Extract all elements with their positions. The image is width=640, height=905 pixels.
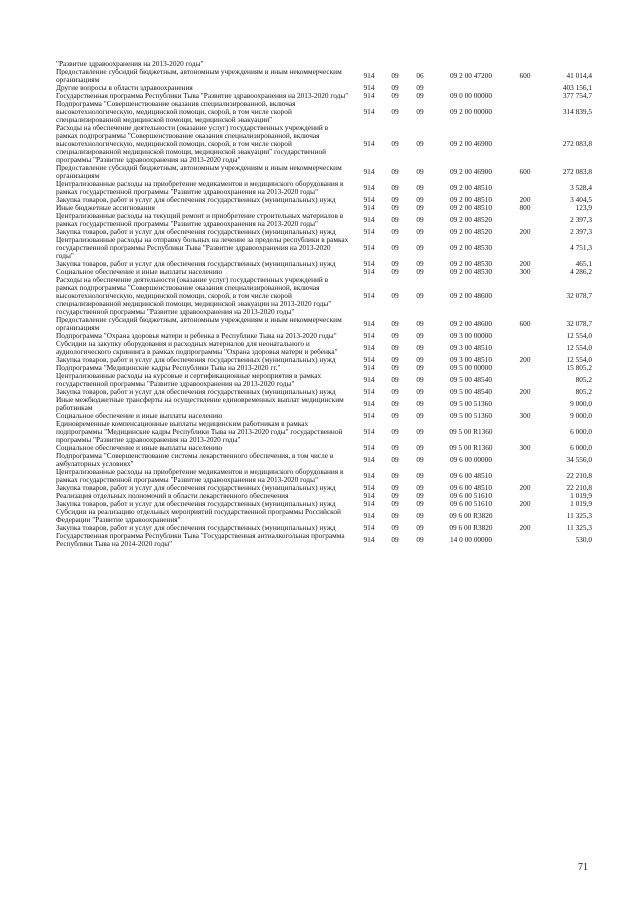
row-expense-kind: 600 [519,71,531,80]
row-department-code: 914 [363,92,375,100]
row-target-article: 09 2 00 48510 [450,183,492,192]
row-department-code: 914 [363,375,375,384]
row-section: 09 [391,71,399,80]
row-name: Централизованные расходы на курсовые и сертификационные мероприятия в рамках государственной программы "Развитие здравоохранения на 2013-2020 годы" [56,372,322,388]
row-target-article: 09 5 00 48540 [450,388,492,396]
row-expense-kind [510,84,540,92]
row-target-article: 09 2 00 48530 [450,260,492,268]
table-row [56,316,592,332]
row-target-article: 09 5 00 51360 [450,399,492,408]
row-department-code: 914 [363,167,375,176]
row-amount: 32 078,7 [566,319,592,328]
row-target-article: 09 6 00 00000 [450,455,492,464]
table-row [56,260,592,268]
row-amount: 12 554,0 [566,332,592,340]
row-subsection: 09 [416,260,424,268]
row-expense-kind [510,340,540,356]
row-department-code [356,60,382,68]
table-row [56,228,592,236]
row-amount: 9 000,0 [570,399,592,408]
row-amount: 805,2 [575,388,592,396]
table-row [56,444,592,452]
row-target-article: 09 5 00 51360 [450,412,492,420]
row-amount: 1 019,9 [570,500,592,508]
row-section: 09 [391,364,399,372]
row-amount: 12 554,0 [566,343,592,352]
row-name: Централизованные расходы на приобретение медикаментов и медицинского оборудования в рамках государственной программы "Развитие здравоохранения на 2013-2020 годы" [56,180,344,196]
row-section: 09 [391,260,399,268]
row-section: 09 [391,291,399,300]
table-row [56,276,592,316]
row-expense-kind [510,100,540,124]
row-subsection: 09 [416,444,424,452]
row-target-article: 09 5 00 48540 [450,375,492,384]
table-row [56,420,592,444]
row-department-code: 914 [363,511,375,520]
row-department-code: 914 [363,535,375,544]
row-expense-kind: 200 [519,388,531,396]
row-name: Подпрограмма "Совершенствование оказания специализированной, включая высокотехнологическую, медицинской помощи, скорой, в том числе скорой специализированной медицинской помощи, медицинской эвакуации" [56,100,296,124]
row-subsection: 09 [416,356,424,364]
row-amount: 3 404,5 [570,196,592,204]
row-section: 09 [391,243,399,252]
row-department-code: 914 [363,243,375,252]
row-name: Субсидии на закупку оборудования и расходных материалов для неонатального и аудиологического скрининга в рамках подпрограммы "Охрана здоровья матери и ребенка" [56,340,338,356]
row-expense-kind [510,60,540,68]
row-subsection: 09 [416,215,424,224]
row-name: Субсидии на реализацию отдельных мероприятий государственной программы Российской Федерации "Развитие здравоохранения" [56,508,341,524]
row-amount: 6 000,0 [570,444,592,452]
row-department-code: 914 [363,412,375,420]
row-expense-kind [510,492,540,500]
row-department-code: 914 [363,228,375,236]
row-section: 09 [391,500,399,508]
table-row [56,60,592,68]
row-target-article: 09 2 00 00000 [450,107,492,116]
row-amount: 272 083,8 [562,167,592,176]
row-subsection: 09 [416,92,424,100]
row-department-code: 914 [363,196,375,204]
row-subsection: 09 [416,319,424,328]
row-department-code: 914 [363,455,375,464]
row-subsection: 09 [416,139,424,148]
row-amount: 11 325,3 [566,511,592,520]
row-section: 09 [391,332,399,340]
row-expense-kind: 600 [519,167,531,176]
row-expense-kind [510,92,540,100]
row-target-article: 09 2 00 48510 [450,204,492,212]
row-subsection: 09 [416,412,424,420]
row-section: 09 [391,107,399,116]
row-amount: 123,9 [575,204,592,212]
row-name: Закупка товаров, работ и услуг для обеспечения государственных (муниципальных) нужд [56,260,336,268]
row-section: 09 [391,167,399,176]
row-name: Иные межбюджетные трансферты на осуществление единовременных выплат медицинским работникам [56,396,344,412]
row-expense-kind: 200 [519,196,531,204]
row-amount: 15 805,2 [566,364,592,372]
row-target-article: 09 6 00 R3820 [449,524,493,532]
row-department-code: 914 [363,356,375,364]
row-subsection: 09 [416,455,424,464]
row-name: Подпрограмма "Медицинские кадры Республики Тыва на 2013-2020 гг." [56,364,281,372]
row-section: 09 [391,183,399,192]
row-subsection: 09 [416,511,424,520]
row-expense-kind [510,372,540,388]
row-name: Предоставление субсидий бюджетным, автономным учреждениям и иным некоммерческим организациям [56,316,342,332]
row-section: 09 [391,427,399,436]
row-amount: 314 839,5 [562,107,592,116]
row-subsection: 09 [416,524,424,532]
row-amount: 12 554,0 [566,356,592,364]
row-target-article: 09 6 00 51610 [450,500,492,508]
row-subsection: 09 [416,196,424,204]
table-row [56,412,592,420]
row-target-article: 09 2 00 47200 [450,71,492,80]
budget-table-body [56,60,592,548]
row-expense-kind [510,420,540,444]
row-department-code: 914 [363,332,375,340]
table-row [56,524,592,532]
row-name: Иные бюджетные ассигнования [56,204,155,212]
row-department-code: 914 [363,107,375,116]
row-expense-kind [510,364,540,372]
row-section: 09 [391,455,399,464]
row-department-code: 914 [363,444,375,452]
row-name: Закупка товаров, работ и услуг для обеспечения государственных (муниципальных) нужд [56,524,336,532]
table-row [56,340,592,356]
row-department-code: 914 [363,484,375,492]
row-expense-kind [510,124,540,164]
row-expense-kind: 300 [519,412,531,420]
page-number: 71 [578,862,588,873]
table-row [56,484,592,492]
row-name: Социальное обеспечение и иные выплаты населению [56,412,223,420]
row-expense-kind: 300 [519,268,531,276]
row-amount: 465,1 [575,260,592,268]
row-target-article: 09 2 00 46900 [450,167,492,176]
row-section: 09 [391,444,399,452]
row-subsection [408,60,432,68]
table-row [56,396,592,412]
row-target-article: 09 3 00 48510 [450,356,492,364]
row-subsection: 09 [416,183,424,192]
row-name: Социальное обеспечение и иные выплаты населению [56,444,223,452]
row-name: Закупка товаров, работ и услуг для обеспечения государственных (муниципальных) нужд [56,500,336,508]
row-department-code: 914 [363,215,375,224]
row-name: Другие вопросы в области здравоохранения [56,84,193,92]
row-department-code: 914 [363,364,375,372]
row-section: 09 [391,92,399,100]
row-department-code: 914 [363,388,375,396]
row-subsection: 09 [416,167,424,176]
row-section: 09 [391,492,399,500]
row-section: 09 [391,535,399,544]
row-section [382,60,408,68]
row-target-article: 09 0 00 00000 [450,92,492,100]
row-expense-kind: 600 [519,319,531,328]
row-name: "Развитие здравоохранения на 2013-2020 годы" [56,60,204,68]
row-name: Подпрограмма "Охрана здоровья матери и ребенка в Республике Тыва на 2013-2020 годы" [56,332,337,340]
row-expense-kind [510,332,540,340]
row-expense-kind: 800 [519,204,531,212]
table-row [56,212,592,228]
row-section: 09 [391,471,399,480]
row-target-article: 14 0 00 00000 [450,535,492,544]
row-target-article: 09 6 00 R3820 [449,511,493,520]
row-name: Расходы на обеспечение деятельности (оказание услуг) государственных учреждений в рамках подпрограммы "Совершенствование оказания специализированной, включая высокотехнологическую, медицинской помощи, скорой, в том числе скорой специализированной медицинской помощи, медицинской эвакуации" государственной программы "Развитие здравоохранения на 2013-2020 годы" [56,124,329,164]
row-expense-kind [510,180,540,196]
row-target-article: 09 2 00 48600 [450,291,492,300]
row-subsection: 09 [416,399,424,408]
row-target-article: 09 2 00 48510 [450,196,492,204]
row-subsection: 09 [416,375,424,384]
row-section: 09 [391,524,399,532]
row-expense-kind: 300 [519,444,531,452]
table-row [56,468,592,484]
row-expense-kind [510,396,540,412]
row-subsection: 09 [416,427,424,436]
row-subsection: 09 [416,535,424,544]
row-subsection: 06 [416,71,424,80]
row-expense-kind [510,212,540,228]
row-target-article: 09 2 00 46900 [450,139,492,148]
table-row [56,532,592,548]
table-row [56,268,592,276]
row-amount [540,60,592,68]
row-section: 09 [391,399,399,408]
row-subsection: 09 [416,500,424,508]
row-target-article: 09 2 00 48520 [450,215,492,224]
row-expense-kind [510,452,540,468]
row-expense-kind [510,276,540,316]
row-name: Централизованные расходы на приобретение медикаментов и медицинского оборудования в рамках государственной программы "Развитие здравоохранения на 2013-2020 годы" [56,468,344,484]
row-name: Закупка товаров, работ и услуг для обеспечения государственных (муниципальных) нужд [56,196,336,204]
row-name: Единовременные компенсационные выплаты медицинским работникам в рамках подпрограммы "Медицинские кадры Республики Тыва на 2013-2020 годы" государственной программы "Развитие здравоохранения на 2013-2020 годы" [56,420,343,444]
row-subsection: 09 [416,291,424,300]
budget-table [56,60,592,548]
row-amount: 32 078,7 [566,291,592,300]
row-subsection: 09 [416,84,424,92]
table-row [56,164,592,180]
table-row [56,500,592,508]
table-row [56,388,592,396]
row-name: Предоставление субсидий бюджетным, автономным учреждениям и иным некоммерческим организациям [56,164,342,180]
row-subsection: 09 [416,228,424,236]
row-amount: 2 397,3 [570,215,592,224]
row-department-code: 914 [363,268,375,276]
row-target-article: 09 6 00 48510 [450,471,492,480]
row-amount: 22 210,8 [566,471,592,480]
row-expense-kind: 200 [519,524,531,532]
row-amount: 4 286,2 [570,268,592,276]
row-target-article: 09 3 00 48510 [450,343,492,352]
row-section: 09 [391,511,399,520]
table-row [56,492,592,500]
row-amount: 4 751,3 [570,243,592,252]
row-target-article: 09 6 00 48510 [450,484,492,492]
row-department-code: 914 [363,84,375,92]
row-name: Подпрограмма "Совершенствование системы лекарственного обеспечения, в том числе в амбулаторных условиях" [56,452,334,468]
table-row [56,124,592,164]
row-target-article: 09 3 00 00000 [450,332,492,340]
row-amount: 403 156,1 [562,84,592,92]
row-name: Государственная программа Республики Тыва "Развитие здравоохранения на 2013-2020 годы" [56,92,349,100]
table-row [56,180,592,196]
row-name: Реализация отдельных полномочий в области лекарственного обеспечения [56,492,289,500]
table-row [56,236,592,260]
row-section: 09 [391,375,399,384]
row-subsection: 09 [416,268,424,276]
row-target-article: 09 2 00 48530 [450,268,492,276]
row-expense-kind: 200 [519,356,531,364]
table-row [56,68,592,84]
row-name: Централизованные расходы на текущий ремонт и приобретение строительных материалов в рамках государственной программы "Развитие здравоохранения на 2013-2020 годы" [56,212,344,228]
row-amount: 805,2 [575,375,592,384]
row-name: Социальное обеспечение и иные выплаты населению [56,268,223,276]
row-department-code: 914 [363,492,375,500]
row-department-code: 914 [363,183,375,192]
table-row [56,204,592,212]
row-name: Закупка товаров, работ и услуг для обеспечения государственных (муниципальных) нужд [56,484,336,492]
row-expense-kind: 200 [519,484,531,492]
row-name: Государственная программа Республики Тыва "Государственная антиалкогольная программа Республики Тыва на 2014-2020 годы" [56,532,345,548]
row-subsection: 09 [416,492,424,500]
table-row [56,364,592,372]
row-subsection: 09 [416,364,424,372]
row-amount: 6 000,0 [570,427,592,436]
row-section: 09 [391,388,399,396]
row-department-code: 914 [363,71,375,80]
row-amount: 272 083,8 [562,139,592,148]
row-name: Централизованные расходы на отправку больных на лечение за пределы республики в рамках государственной программы Республики Тыва "Развитие здравоохранения на 2013-2020 годы" [56,236,349,260]
row-target-article [432,60,510,68]
row-expense-kind [510,236,540,260]
row-expense-kind [510,532,540,548]
row-name: Закупка товаров, работ и услуг для обеспечения государственных (муниципальных) нужд [56,356,336,364]
row-section: 09 [391,268,399,276]
table-row [56,100,592,124]
row-target-article: 09 5 00 00000 [450,364,492,372]
row-amount: 41 014,4 [566,71,592,80]
row-department-code: 914 [363,500,375,508]
table-row [56,372,592,388]
row-target-article: 09 5 00 R1360 [449,427,493,436]
row-name: Закупка товаров, работ и услуг для обеспечения государственных (муниципальных) нужд [56,228,336,236]
row-department-code: 914 [363,524,375,532]
row-section: 09 [391,84,399,92]
row-subsection: 09 [416,107,424,116]
row-department-code: 914 [363,319,375,328]
row-department-code: 914 [363,139,375,148]
row-section: 09 [391,215,399,224]
row-target-article: 09 2 00 48530 [450,243,492,252]
row-subsection: 09 [416,343,424,352]
row-subsection: 09 [416,388,424,396]
row-target-article: 09 2 00 48520 [450,228,492,236]
row-section: 09 [391,484,399,492]
row-department-code: 914 [363,204,375,212]
row-section: 09 [391,228,399,236]
row-name: Расходы на обеспечение деятельности (оказание услуг) государственных учреждений в рамках подпрограммы "Совершенствование оказания специализированной, включая высокотехнологическую, медицинской помощи, скорой, в том числе скорой специализированной медицинской помощи, медицинской эвакуации на 2013-2020 годы" государственной программы "Развитие здравоохранения на 2013-2020 годы" [56,276,332,316]
row-amount: 9 000,0 [570,412,592,420]
budget-table-container [56,60,592,548]
row-expense-kind: 200 [519,228,531,236]
table-row [56,92,592,100]
row-expense-kind [510,508,540,524]
row-subsection: 09 [416,471,424,480]
row-target-article: 09 2 00 48600 [450,319,492,328]
row-amount: 530,0 [575,535,592,544]
row-amount: 11 325,3 [566,524,592,532]
row-department-code: 914 [363,471,375,480]
row-section: 09 [391,196,399,204]
row-section: 09 [391,204,399,212]
row-target-article: 09 6 00 51610 [450,492,492,500]
row-target-article: 09 5 00 R1360 [449,444,493,452]
row-amount: 2 397,3 [570,228,592,236]
row-subsection: 09 [416,243,424,252]
row-amount: 3 528,4 [570,183,592,192]
row-department-code: 914 [363,291,375,300]
row-section: 09 [391,356,399,364]
row-section: 09 [391,319,399,328]
row-name: Закупка товаров, работ и услуг для обеспечения государственных (муниципальных) нужд [56,388,336,396]
row-name: Предоставление субсидий бюджетным, автономным учреждениям и иным некоммерческим организациям [56,68,342,84]
row-expense-kind [510,468,540,484]
row-section: 09 [391,139,399,148]
table-row [56,332,592,340]
row-section: 09 [391,343,399,352]
row-amount: 34 556,0 [566,455,592,464]
row-department-code: 914 [363,427,375,436]
row-subsection: 09 [416,332,424,340]
table-row [56,196,592,204]
row-amount: 22 210,8 [566,484,592,492]
row-amount: 1 019,9 [570,492,592,500]
table-row [56,84,592,92]
table-row [56,452,592,468]
table-row [56,508,592,524]
row-expense-kind: 200 [519,260,531,268]
row-expense-kind: 200 [519,500,531,508]
row-department-code: 914 [363,399,375,408]
row-target-article [432,84,510,92]
table-row [56,356,592,364]
row-amount: 377 754,7 [562,92,592,100]
row-subsection: 09 [416,484,424,492]
row-department-code: 914 [363,260,375,268]
row-subsection: 09 [416,204,424,212]
row-department-code: 914 [363,343,375,352]
row-section: 09 [391,412,399,420]
